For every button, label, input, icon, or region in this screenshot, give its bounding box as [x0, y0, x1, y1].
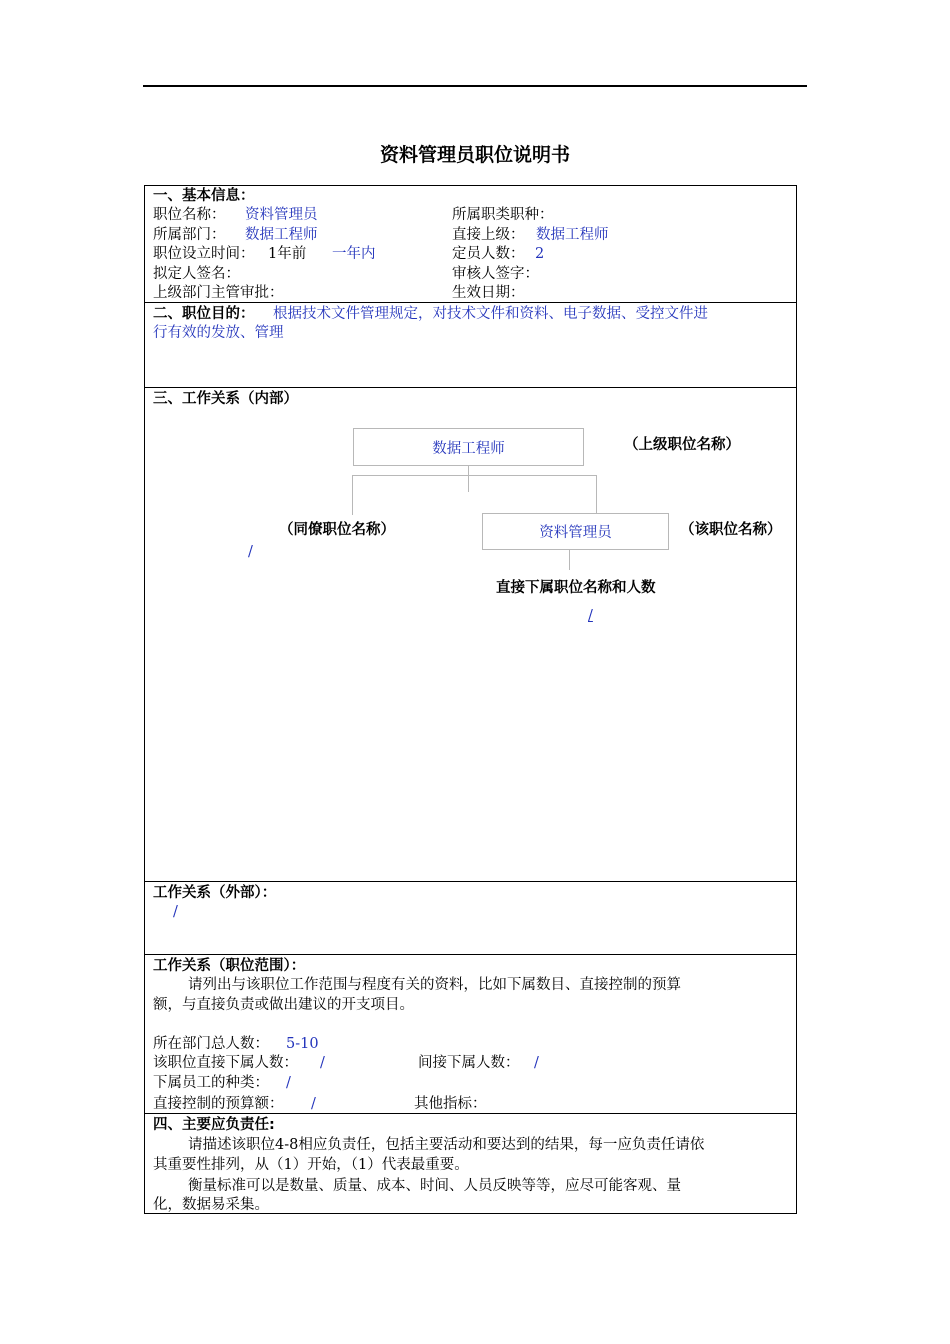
page-title: 资料管理员职位说明书 — [379, 144, 570, 166]
duties-heading: 四、主要应负责任: — [153, 1117, 275, 1133]
superior-position-text: 数据工程师 — [432, 440, 505, 457]
chart-connector-subordinate — [569, 550, 570, 570]
subordinate-caption: 直接下属职位名称和人数 — [496, 580, 656, 596]
this-position-caption: （该职位名称） — [680, 522, 782, 538]
superior-position-box — [353, 428, 584, 466]
subordinate-types-label: 下属员工的种类： — [153, 1075, 269, 1091]
basic-info-heading: 一、基本信息： — [153, 188, 255, 204]
position-name-value: 资料管理员 — [245, 207, 318, 223]
subordinate-types-value: / — [286, 1075, 291, 1091]
category-label: 所属职类职种： — [452, 207, 554, 223]
external-relations-heading: 工作关系（外部）： — [153, 885, 277, 901]
this-position-text: 资料管理员 — [539, 525, 612, 541]
scope-description-line-1: 请列出与该职位工作范围与程度有关的资料，比如下属数目、直接控制的预算 — [188, 977, 681, 993]
internal-relations-heading: 三、工作关系（内部） — [153, 391, 298, 407]
duties-line-2: 其重要性排列，从（1）开始，（1）代表最重要。 — [153, 1157, 469, 1173]
table-border-right — [796, 185, 797, 1214]
indirect-subordinates-label: 间接下属人数： — [418, 1055, 520, 1071]
peer-position-caption: （同僚职位名称） — [279, 522, 395, 538]
headcount-value: 2 — [535, 246, 545, 262]
chart-connector-horizontal — [352, 475, 597, 476]
peer-position-value: / — [248, 544, 253, 560]
superior-label: 直接上级： — [452, 227, 525, 243]
external-relations-value: / — [173, 904, 178, 920]
row-divider-4 — [144, 954, 797, 955]
headcount-label: 定员人数： — [452, 246, 525, 262]
effective-date-label: 生效日期： — [452, 285, 525, 301]
approver-label: 上级部门主管审批： — [153, 285, 284, 301]
indirect-subordinates-value: / — [534, 1055, 539, 1071]
row-divider-3 — [144, 881, 797, 882]
department-label: 所属部门： — [153, 227, 226, 243]
direct-subordinates-value: / — [320, 1055, 325, 1071]
chart-connector-vertical-top — [468, 466, 469, 492]
chart-connector-left-drop — [352, 475, 353, 515]
reviewer-label: 审核人签字： — [452, 266, 539, 282]
table-border-left — [144, 185, 145, 1214]
dept-total-value: 5-10 — [286, 1036, 319, 1052]
this-position-box — [482, 513, 669, 550]
superior-value: 数据工程师 — [536, 227, 609, 243]
budget-value: / — [311, 1096, 316, 1112]
duties-line-4: 化，数据易采集。 — [153, 1197, 269, 1213]
duties-line-3: 衡量标准可以是数量、质量、成本、时间、人员反映等等，应尽可能客观、量 — [188, 1178, 681, 1194]
budget-label: 直接控制的预算额： — [153, 1096, 284, 1112]
dept-total-label: 所在部门总人数： — [153, 1036, 269, 1052]
direct-subordinates-label: 该职位直接下属人数： — [153, 1055, 298, 1071]
duties-line-1: 请描述该职位4-8相应负责任，包括主要活动和要达到的结果，每一应负责任请依 — [188, 1137, 705, 1153]
table-border-top — [144, 185, 797, 186]
subordinate-value: / — [588, 608, 593, 624]
chart-connector-right-drop — [596, 475, 597, 513]
header-rule — [143, 85, 807, 87]
purpose-line-1: 根据技术文件管理规定，对技术文件和资料、电子数据、受控文件进 — [273, 306, 708, 322]
drafter-label: 拟定人签名： — [153, 266, 240, 282]
purpose-line-2: 行有效的发放、管理 — [153, 325, 284, 341]
scope-description-line-2: 额，与直接负责或做出建议的开支项目。 — [153, 997, 414, 1013]
position-name-label: 职位名称： — [153, 207, 226, 223]
setup-time-prefix: 1年前 — [268, 246, 307, 262]
scope-heading: 工作关系（职位范围）： — [153, 958, 306, 974]
other-indicators-label: 其他指标： — [414, 1096, 487, 1112]
setup-time-value: 一年内 — [332, 246, 376, 262]
setup-time-label: 职位设立时间： — [153, 246, 255, 262]
department-value: 数据工程师 — [245, 227, 318, 243]
superior-position-caption: （上级职位名称） — [624, 437, 740, 453]
purpose-heading: 二、职位目的： — [153, 306, 255, 322]
row-divider-2 — [144, 387, 797, 388]
